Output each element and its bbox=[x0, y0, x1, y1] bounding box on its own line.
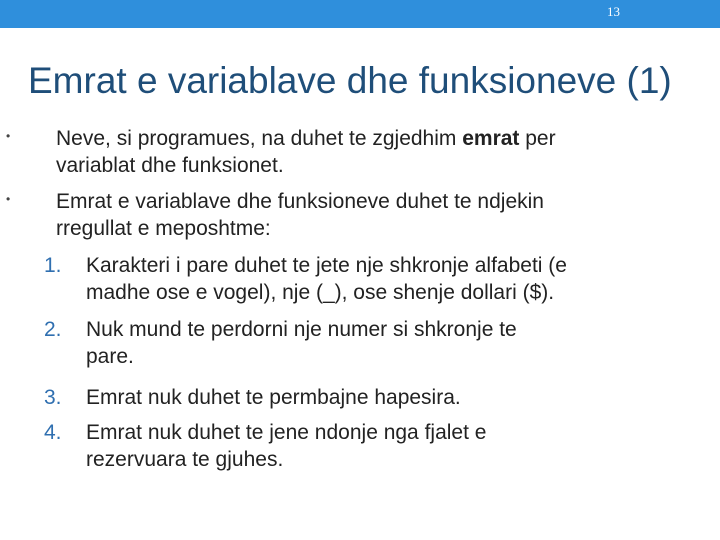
rule-number: 1. bbox=[44, 254, 62, 277]
bullet-text bbox=[56, 125, 656, 179]
bullet-line: Emrat e variablave dhe funksioneve duhet te ndjekin bbox=[56, 190, 544, 213]
bullet-text bbox=[56, 188, 656, 242]
bullet-text-end: per bbox=[519, 127, 556, 150]
rule-number: 4. bbox=[44, 421, 62, 444]
rule-line: rezervuara te gjuhes. bbox=[86, 448, 284, 471]
rule-text bbox=[86, 384, 686, 411]
bullet-line: rregullat e meposhtme: bbox=[56, 217, 271, 240]
bullet-line: variablat dhe funksionet. bbox=[56, 154, 284, 177]
bold-keyword: emrat bbox=[462, 127, 520, 150]
rule-text bbox=[86, 419, 686, 473]
rule-number: 2. bbox=[44, 318, 62, 341]
slide-title: Emrat e variablave dhe funksioneve (1) bbox=[28, 60, 672, 101]
rule-line: Nuk mund te perdorni nje numer si shkronje te bbox=[86, 318, 517, 341]
bullet-line bbox=[56, 125, 656, 152]
rule-text bbox=[86, 316, 686, 370]
bullet-marker: • bbox=[6, 192, 11, 206]
bullet-marker: • bbox=[6, 129, 11, 143]
page-number: 13 bbox=[607, 4, 620, 19]
bullet-text-start: Neve, si programues, na duhet te zgjedhim bbox=[56, 127, 463, 150]
rule-line: madhe ose e vogel), nje (_), ose shenje dollari ($). bbox=[86, 281, 555, 304]
rule-line: pare. bbox=[86, 345, 134, 368]
rule-number: 3. bbox=[44, 386, 62, 409]
rule-line: Emrat nuk duhet te permbajne hapesira. bbox=[86, 386, 461, 409]
rule-line: Karakteri i pare duhet te jete nje shkronje alfabeti (e bbox=[86, 254, 567, 277]
rule-line: Emrat nuk duhet te jene ndonje nga fjalet e bbox=[86, 421, 487, 444]
rule-text bbox=[86, 252, 686, 306]
